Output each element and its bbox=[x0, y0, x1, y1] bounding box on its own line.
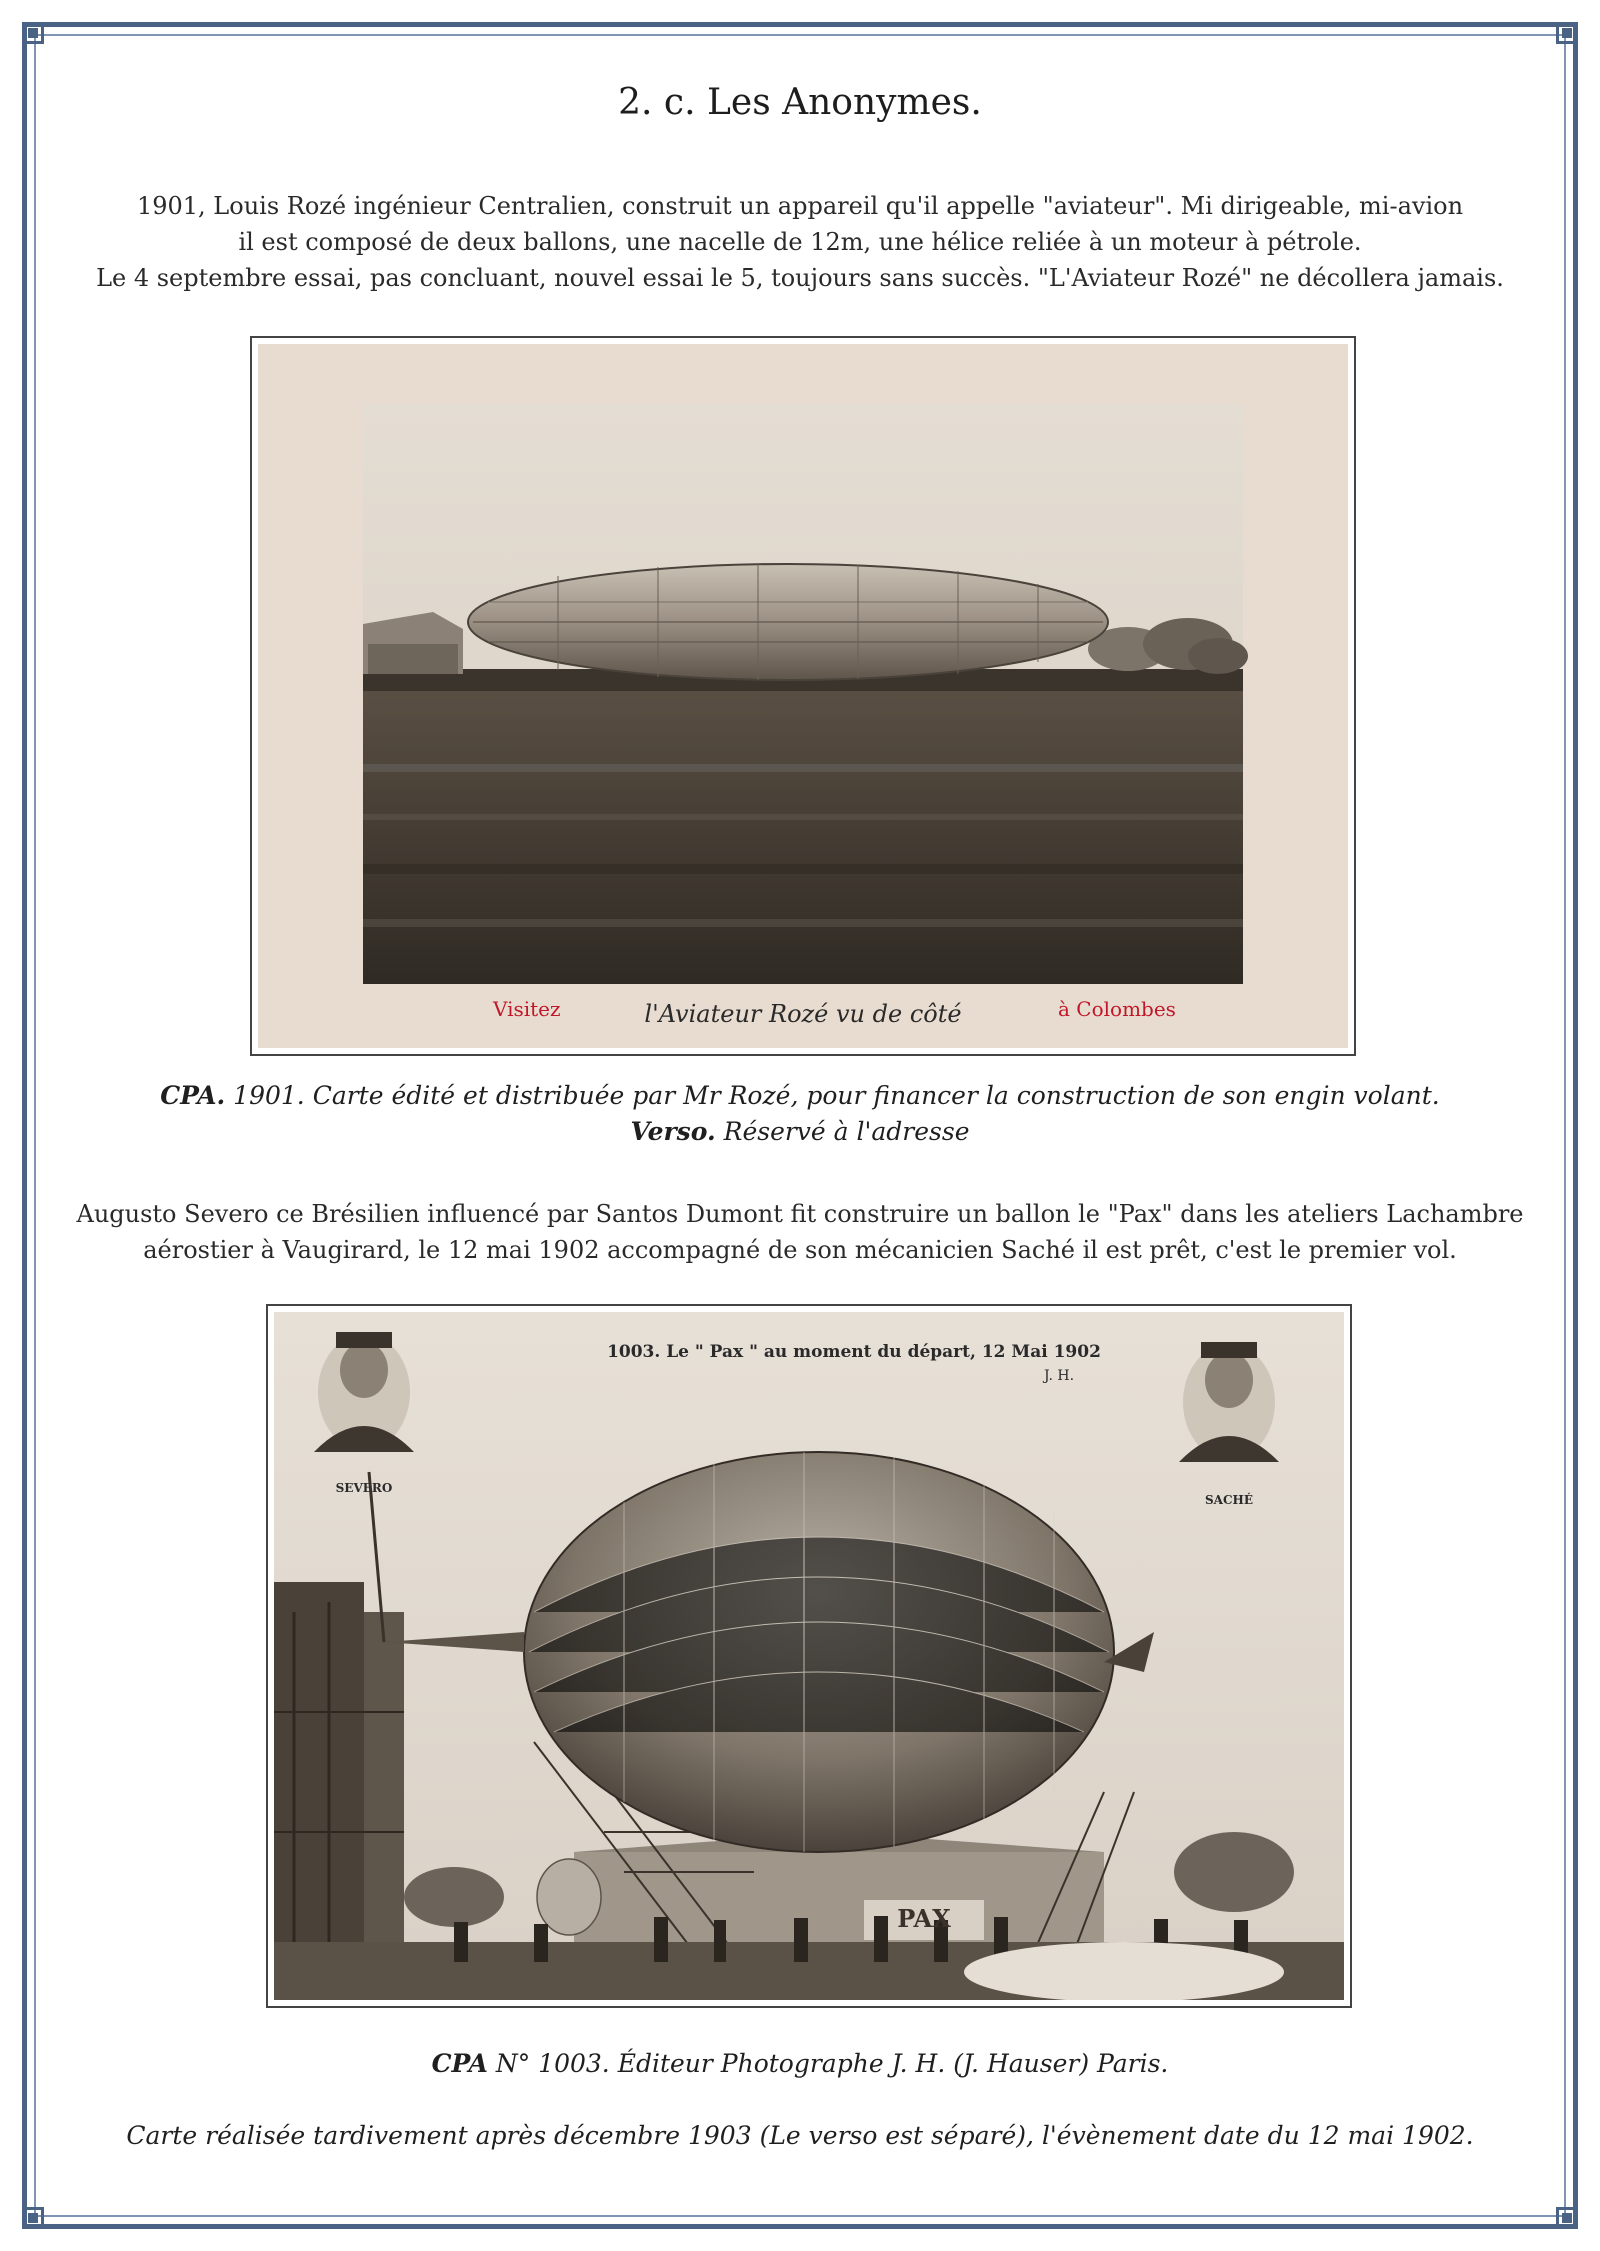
intro-line: Le 4 septembre essai, pas concluant, nouvel essai le 5, toujours sans succès. "L'Aviateur Rozé" ne décollera jamais. bbox=[96, 264, 1504, 292]
postcard-roze bbox=[258, 344, 1348, 1048]
intro-line: il est composé de deux ballons, une nacelle de 12m, une hélice reliée à un moteur à pétrole. bbox=[238, 228, 1362, 256]
intro-line: Augusto Severo ce Brésilien influencé par Santos Dumont fit construire un ballon le "Pax" dans les ateliers Lachambre bbox=[76, 1200, 1524, 1228]
intro-line: aérostier à Vaugirard, le 12 mai 1902 accompagné de son mécanicien Saché il est prêt, c'est le premier vol. bbox=[143, 1236, 1457, 1264]
publisher-mark: J. H. bbox=[1044, 1368, 1075, 1384]
intro-paragraph-roze bbox=[60, 188, 1540, 296]
card-label-left: Visitez bbox=[493, 997, 561, 1021]
card-label-right: à Colombes bbox=[1058, 997, 1176, 1021]
caption-label-cpa: CPA bbox=[431, 2049, 488, 2078]
corner-ornament bbox=[16, 2201, 50, 2235]
hangar-left-pax bbox=[274, 1582, 404, 2000]
snow-pile bbox=[964, 1942, 1284, 2000]
caption-pax bbox=[60, 2046, 1540, 2082]
caption-roze-line2 bbox=[60, 1114, 1540, 1150]
caption-text: 1901. Carte édité et distribuée par Mr Rozé, pour financer la construction de son engin volant. bbox=[225, 1081, 1440, 1110]
caption-text: N° 1003. Éditeur Photographe J. H. (J. Hauser) Paris. bbox=[487, 2049, 1169, 2078]
card-header: 1003. Le " Pax " au moment du départ, 12 Mai 1902 bbox=[607, 1342, 1101, 1362]
airship-roze bbox=[468, 564, 1108, 680]
postcard-roze-frame bbox=[250, 336, 1356, 1056]
small-balloon bbox=[537, 1859, 601, 1935]
postcard-roze-image bbox=[258, 344, 1348, 1048]
caption-roze-line1 bbox=[60, 1078, 1540, 1114]
page-title: 2. c. Les Anonymes. bbox=[618, 82, 982, 123]
caption-label-verso: Verso. bbox=[630, 1117, 716, 1146]
photo-field bbox=[363, 679, 1243, 984]
intro-line: 1901, Louis Rozé ingénieur Centralien, construit un appareil qu'il appelle "aviateur". Mi dirigeable, mi-avion bbox=[136, 192, 1464, 220]
postcard-pax-frame bbox=[266, 1304, 1352, 2008]
caption-roze bbox=[60, 1078, 1540, 1150]
corner-ornament bbox=[1550, 2201, 1584, 2235]
caption-pax-note: Carte réalisée tardivement après décembre 1903 (Le verso est séparé), l'évènement date du 12 mai 1902. bbox=[126, 2121, 1474, 2150]
corner-ornament bbox=[1550, 16, 1584, 50]
caption-label-cpa: CPA. bbox=[160, 1081, 226, 1110]
intro-paragraph-severo bbox=[60, 1196, 1540, 1268]
hangar-sign: PAX bbox=[897, 1904, 951, 1933]
portrait-label-sache: SACHÉ bbox=[1204, 1493, 1254, 1507]
corner-ornament bbox=[16, 16, 50, 50]
caption-text: Réservé à l'adresse bbox=[715, 1117, 970, 1146]
card-label-center: l'Aviateur Rozé vu de côté bbox=[644, 1000, 962, 1028]
postcard-pax-image bbox=[274, 1312, 1344, 2000]
portrait-label-severo: SEVERO bbox=[335, 1481, 393, 1495]
postcard-pax bbox=[274, 1312, 1344, 2000]
